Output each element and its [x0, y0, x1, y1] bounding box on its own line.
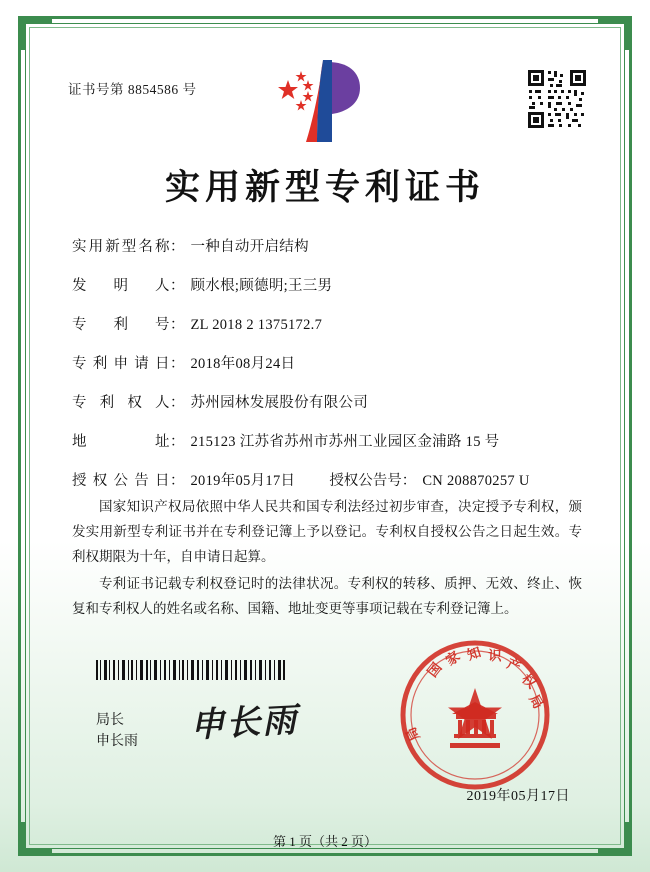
field-row-invention-name	[72, 235, 582, 256]
field-label: 发明人	[72, 278, 170, 294]
field-value-patentee: 苏州园林发展股份有限公司	[190, 395, 369, 411]
field-colon: ：	[170, 434, 185, 450]
director-label: 局长	[96, 713, 124, 728]
svg-text:知: 知	[465, 644, 483, 663]
seal-date: 2019年05月17日	[466, 789, 570, 804]
field-colon: ：	[170, 239, 185, 255]
handwritten-signature: 申长雨	[189, 702, 300, 745]
signature-block	[96, 710, 138, 752]
svg-text:产: 产	[504, 655, 524, 675]
field-value-grant-date: 2019年05月17日	[190, 473, 296, 489]
field-label: 专利号	[72, 317, 170, 333]
fields-list	[72, 235, 582, 508]
field-label-grant-number: 授权公告号：	[329, 473, 417, 489]
field-row-grant-announcement	[72, 469, 582, 490]
field-value-application-date: 2018年08月24日	[190, 356, 296, 372]
svg-text:局: 局	[526, 692, 547, 712]
certificate-number: 证书号第 8854586 号	[68, 82, 197, 97]
svg-text:家: 家	[442, 648, 463, 669]
field-colon: ：	[170, 395, 185, 411]
field-value-grant-number: CN 208870257 U	[422, 473, 530, 489]
field-row-patent-number	[72, 313, 582, 334]
qr-code-icon	[526, 68, 588, 130]
director-name: 申长雨	[96, 734, 138, 749]
svg-text:识: 识	[487, 648, 502, 664]
field-row-inventor	[72, 274, 582, 295]
legal-text	[72, 495, 582, 624]
field-value-address: 215123 江苏省苏州市苏州工业园区金浦路 15 号	[190, 434, 500, 450]
field-colon: ：	[170, 278, 185, 294]
field-label: 地址	[72, 434, 170, 450]
page-title: 实用新型专利证书	[164, 168, 485, 207]
cnipa-emblem-icon	[270, 58, 380, 144]
official-seal-icon	[398, 638, 552, 792]
barcode-icon	[96, 660, 286, 680]
svg-text:国: 国	[424, 659, 445, 680]
svg-text:权: 权	[518, 671, 540, 692]
field-label: 实用新型名称	[72, 239, 170, 255]
certificate-content	[40, 40, 610, 832]
field-row-address	[72, 430, 582, 451]
legal-paragraph-1: 国家知识产权局依照中华人民共和国专利法经过初步审查，决定授予专利权，颁发实用新型专利证书并在专利登记簿上予以登记。专利权自授权公告之日起生效。专利权期限为十年，自申请日起算。	[72, 499, 582, 564]
field-row-application-date	[72, 352, 582, 373]
field-colon: ：	[170, 473, 185, 489]
svg-text:局: 局	[403, 724, 423, 744]
field-colon: ：	[170, 356, 185, 372]
field-colon: ：	[170, 317, 185, 333]
field-value-inventor: 顾水根;顾德明;王三男	[190, 278, 333, 294]
field-value-invention-name: 一种自动开启结构	[190, 239, 309, 255]
field-label: 授权公告日	[72, 473, 170, 489]
field-label: 专利申请日	[72, 356, 170, 372]
field-label: 专利权人	[72, 395, 170, 411]
field-row-patentee	[72, 391, 582, 412]
page-footer: 第 1 页（共 2 页）	[272, 834, 377, 849]
legal-paragraph-2: 专利证书记载专利权登记时的法律状况。专利权的转移、质押、无效、终止、恢复和专利权人的姓名或名称、国籍、地址变更等事项记载在专利登记簿上。	[72, 575, 582, 616]
field-value-patent-number: ZL 2018 2 1375172.7	[190, 317, 323, 333]
